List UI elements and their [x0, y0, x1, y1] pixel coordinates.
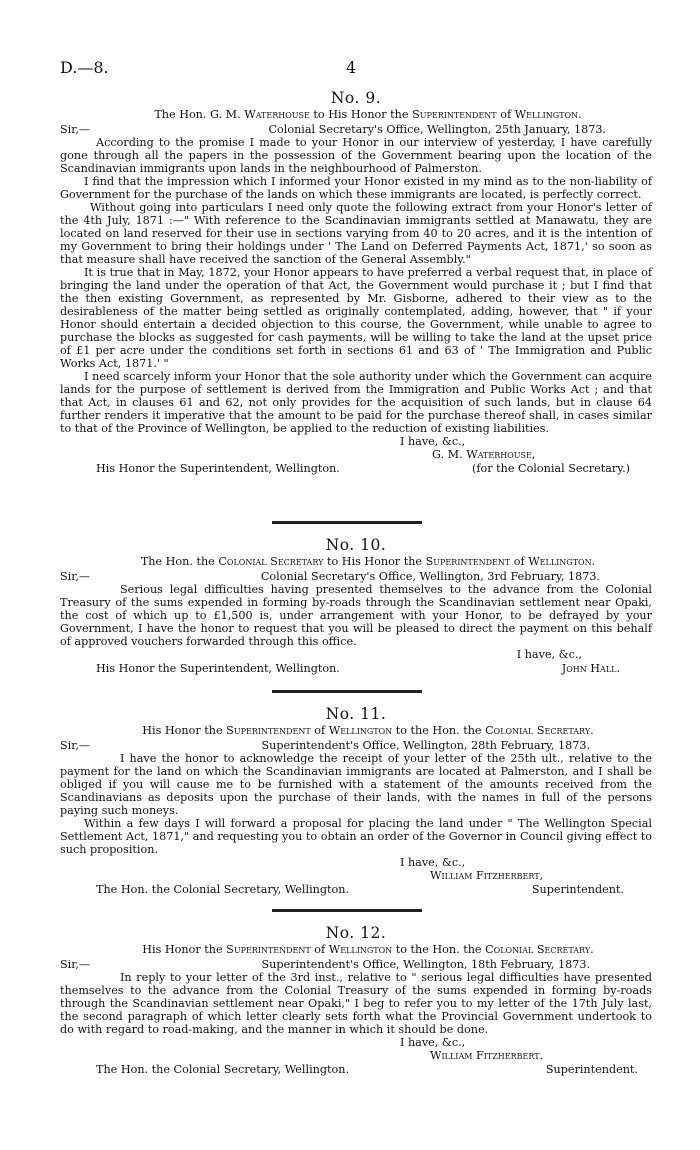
paragraph: I have the honor to acknowledge the receipt of your letter of the 25th ult., relative to the payment for the land on which the Scandinavian immigrants are located at Palmerston, and I shall be obliged if you will cause me to be furnished with a statement of the amounts received from the Scandinavians as deposits upon the purchase of their lands, with the names in full of the persons paying such moneys.	[60, 752, 652, 817]
section-divider	[272, 521, 422, 524]
letter-12	[60, 924, 652, 1076]
letter-10	[60, 536, 652, 675]
letter-11	[60, 705, 652, 896]
paragraph: Without going into particulars I need only quote the following extract from your Honor's letter of the 4th July, 1871 :—" With reference to the Scandinavian immigrants settled at Manawatu, they are located on land reserved for their use in sections varying from 40 to 20 acres, and it is the intention of my Government to bring their holdings under ' The Land on Deferred Payments Act, 1871,' so soon as that measure shall have received the sanction of the General Assembly."	[60, 201, 652, 266]
page-number: 4	[346, 58, 357, 77]
paragraph: Within a few days I will forward a proposal for placing the land under " The Wellington Special Settlement Act, 1871," and requesting you to obtain an order of the Governor in Council giving effect to such proposition.	[60, 817, 652, 856]
letter-heading: His Honor the Superintendent of Wellington to the Hon. the Colonial Secretary.	[142, 724, 594, 737]
salutation: Sir,—	[60, 958, 91, 971]
salutation: Sir,—	[60, 570, 91, 583]
closing: I have, &c.,	[400, 1036, 466, 1049]
section-divider	[272, 909, 422, 912]
paragraph: I find that the impression which I informed your Honor existed in my mind as to the non-liability of Government for the purchase of the lands on which these immigrants are located, is perfectly correct.	[60, 175, 652, 201]
section-divider	[272, 690, 422, 693]
addressee: His Honor the Superintendent, Wellington.	[96, 462, 340, 475]
letter-heading: His Honor the Superintendent of Wellington to the Hon. the Colonial Secretary.	[142, 943, 594, 956]
place-date: Superintendent's Office, Wellington, 18th February, 1873.	[261, 958, 590, 971]
letter-heading: The Hon. G. M. Waterhouse to His Honor the Superintendent of Wellington.	[154, 108, 582, 121]
salutation: Sir,—	[60, 123, 91, 136]
place-date: Colonial Secretary's Office, Wellington, 25th January, 1873.	[268, 123, 606, 136]
letter-heading: The Hon. the Colonial Secretary to His Honor the Superintendent of Wellington.	[140, 555, 596, 568]
signature: William Fitzherbert,	[430, 869, 544, 882]
paragraph: According to the promise I made to your Honor in our interview of yesterday, I have carefully gone through all the papers in the possession of the Government bearing upon the location of the Scandinavian immigrants upon lands in the neighbourhood of Palmerston.	[60, 136, 652, 175]
paragraph: I need scarcely inform your Honor that the sole authority under which the Government can acquire lands for the purpose of settlement is derived from the Immigration and Public Works Act ; and that that Act, in clauses 61 and 62, not only provides for the acquisition of such lands, but in clause 64 further renders it imperative that the amount to be paid for the purchase thereof shall, in cases similar to that of the Province of Wellington, be applied to the reduction of existing liabilities.	[60, 370, 652, 435]
signature: G. M. Waterhouse,	[432, 448, 536, 461]
signer-name: John Hall.	[561, 662, 620, 675]
closing: I have, &c.,	[400, 856, 466, 869]
signature: William Fitzherbert.	[430, 1049, 544, 1062]
addressee: His Honor the Superintendent, Wellington.	[96, 662, 340, 675]
letter-number: No. 12.	[325, 924, 387, 942]
letter-number: No. 9.	[330, 89, 382, 107]
document-reference: D.—8.	[60, 58, 109, 77]
letter-9	[60, 89, 652, 475]
letter-number: No. 10.	[325, 536, 387, 554]
closing: I have, &c.,	[516, 648, 582, 661]
place-date: Colonial Secretary's Office, Wellington, 3rd February, 1873.	[260, 570, 600, 583]
addressee: The Hon. the Colonial Secretary, Wellington.	[96, 883, 350, 896]
addressee: The Hon. the Colonial Secretary, Wellington.	[96, 1063, 350, 1076]
signer-role: (for the Colonial Secretary.)	[471, 462, 630, 475]
signer-role: Superintendent.	[531, 883, 624, 896]
letter-number: No. 11.	[325, 705, 387, 723]
closing: I have, &c.,	[400, 435, 466, 448]
paragraph: Serious legal difficulties having presented themselves to the advance from the Colonial Treasury of the sums expended in forming by-roads through the Scandinavian settlement near Opaki, the cost of which up to £1,500 is, under arrangement with your Honor, to be defrayed by your Government, I have the honor to request that you will be pleased to direct the payment on this behalf of approved vouchers forwarded through this office.	[60, 583, 652, 648]
paragraph: It is true that in May, 1872, your Honor appears to have preferred a verbal request that, in place of bringing the land under the operation of that Act, the Government would purchase it ; but I find that the then existing Government, as represented by Mr. Gisborne, adhered to their view as to the desirableness of the matter being settled as originally contemplated, adding, however, that " if your Honor should entertain a decided objection to this course, the Government, while unable to agree to purchase the blocks as suggested for cash payments, will be willing to take the land at the upset price of £1 per acre under the conditions set forth in sections 61 and 63 of ' The Immigration and Public Works Act, 1871.' "	[60, 266, 652, 370]
paragraph: In reply to your letter of the 3rd inst., relative to " serious legal difficulties have presented themselves to the advance from the Colonial Treasury of the sums expended in forming by-roads through the Scandinavian settlement near Opaki," I beg to refer you to my letter of the 17th July last, the second paragraph of which letter clearly sets forth what the Provincial Government undertook to do with regard to road-making, and the manner in which it should be done.	[60, 971, 652, 1036]
salutation: Sir,—	[60, 739, 91, 752]
place-date: Superintendent's Office, Wellington, 28th February, 1873.	[261, 739, 590, 752]
signer-role: Superintendent.	[545, 1063, 638, 1076]
